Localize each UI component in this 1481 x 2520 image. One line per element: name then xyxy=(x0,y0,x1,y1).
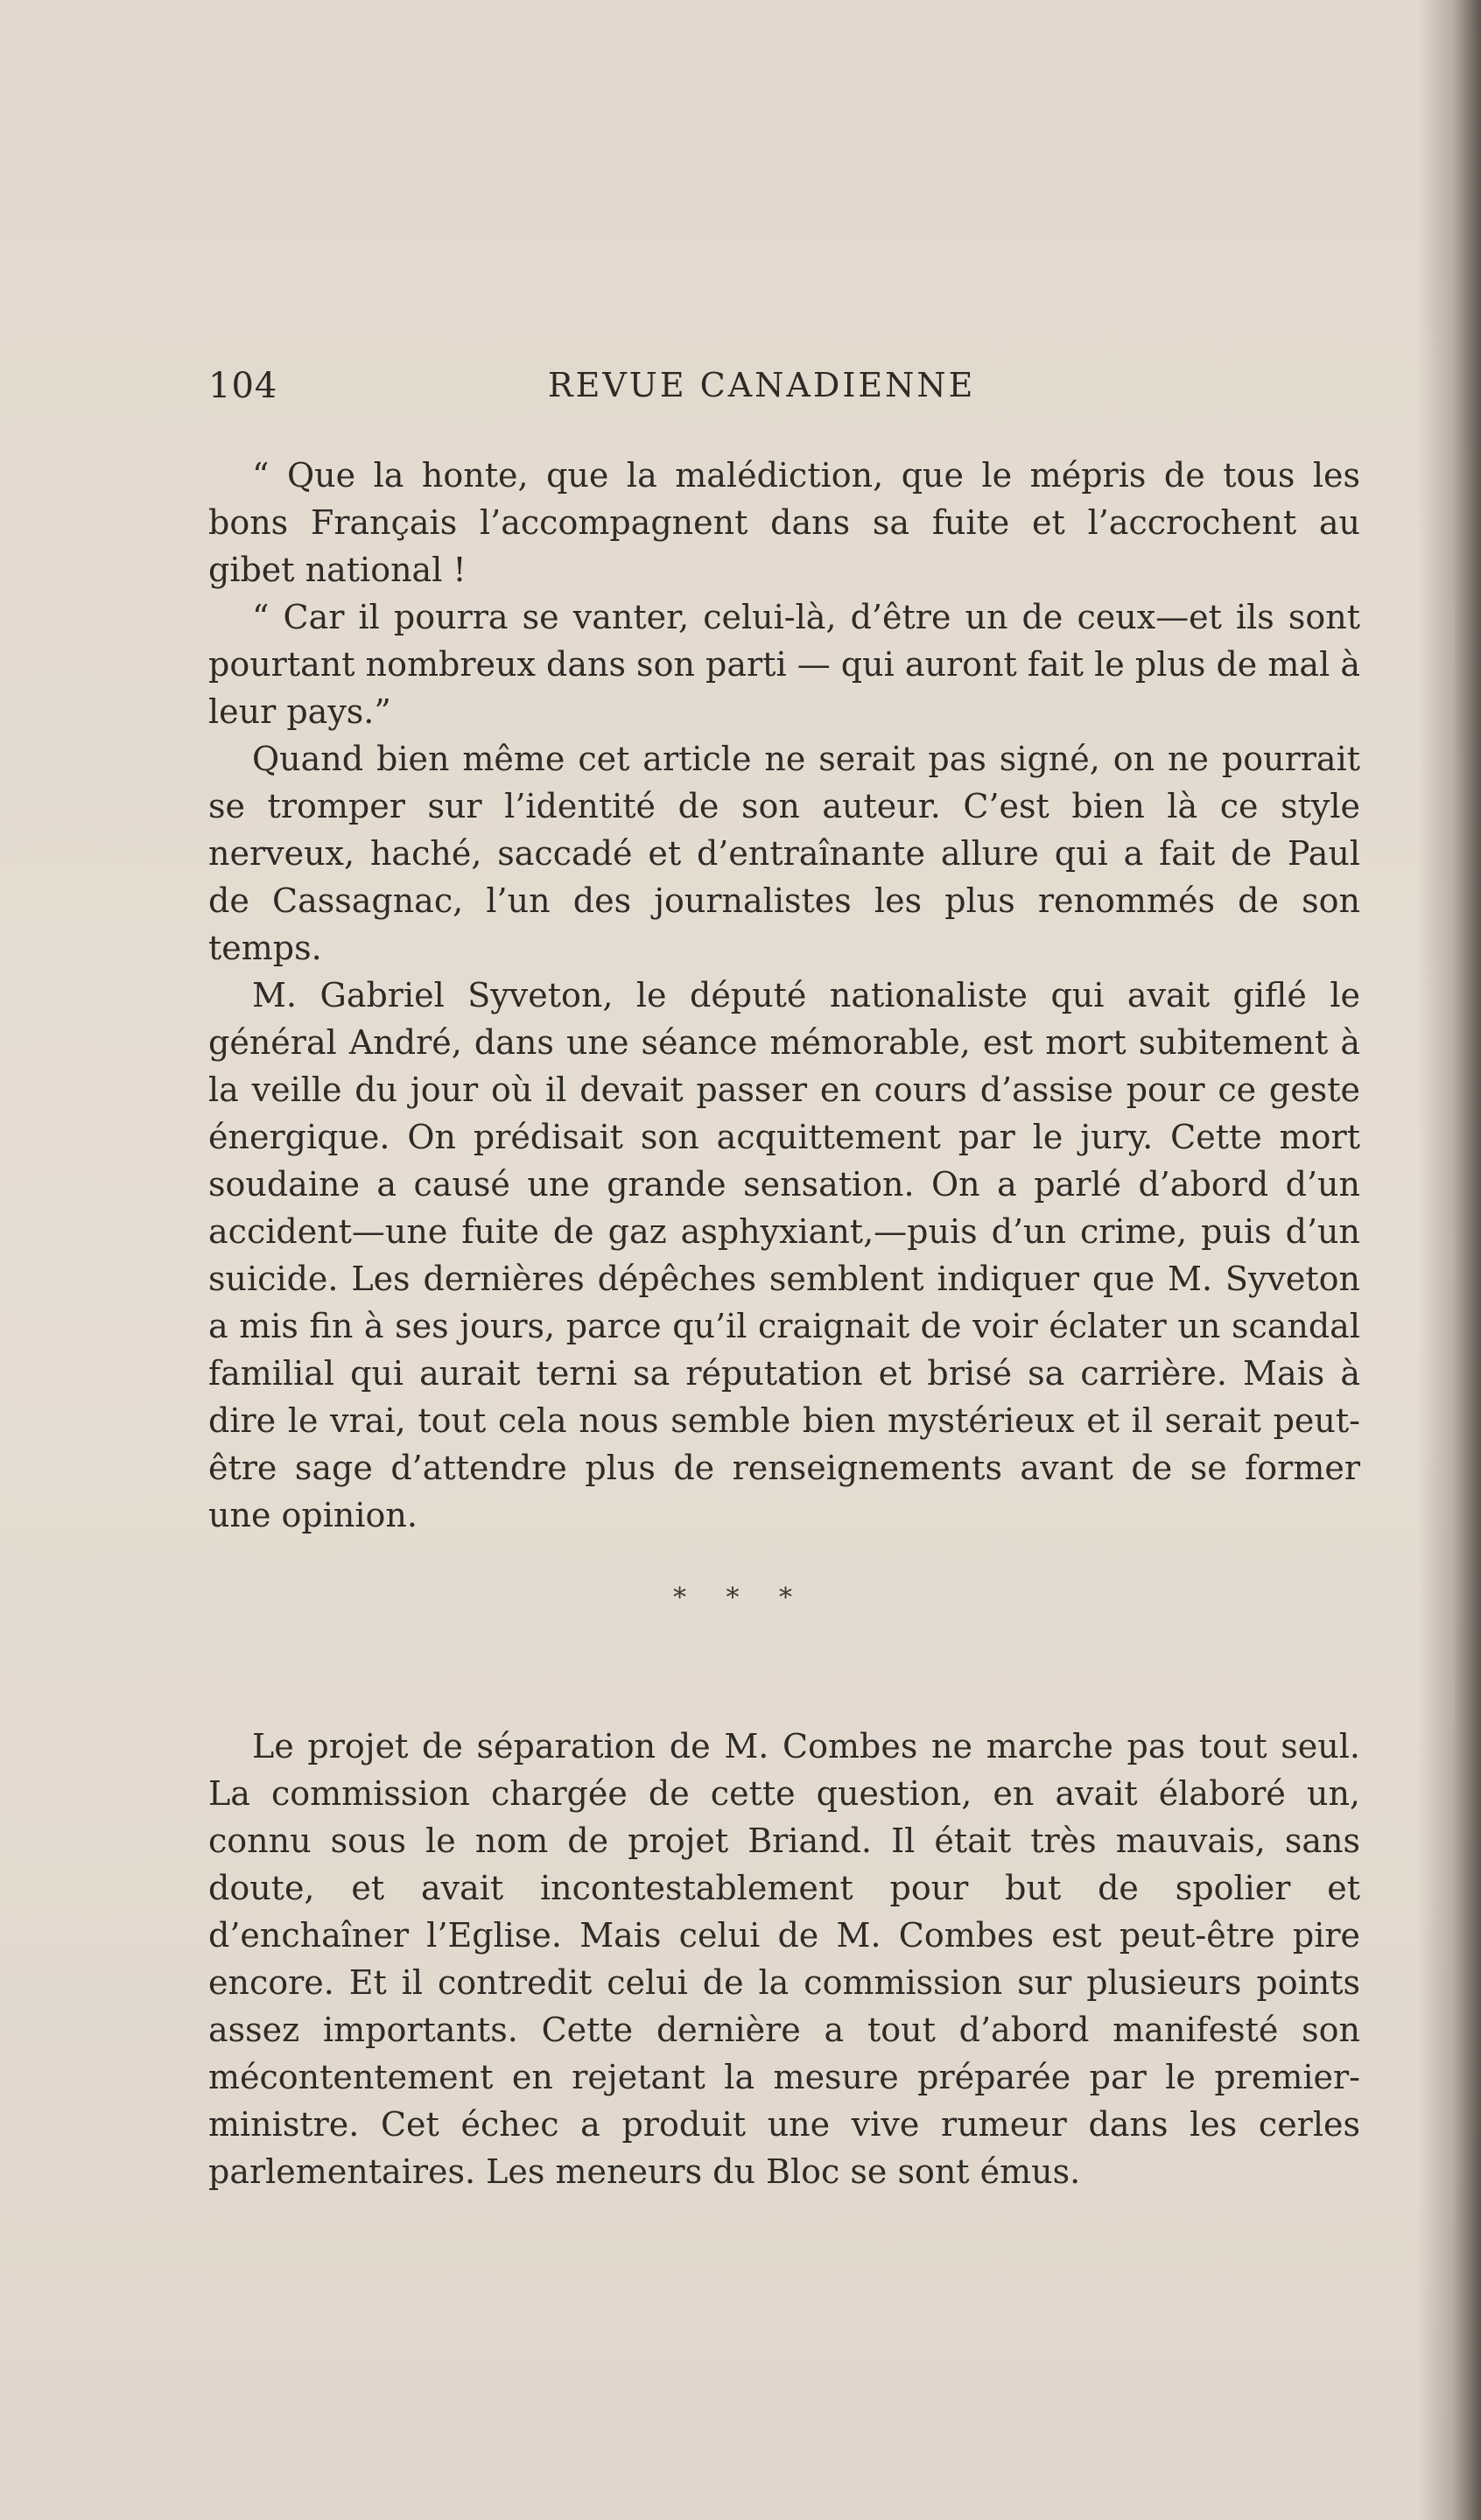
paragraph-quote-1: “ Que la honte, que la malédiction, que le mépris de tous les bons Français l’accompagnent dans sa fuite et l’accrochent au gibet national ! xyxy=(208,456,1360,589)
paragraph-quote-2: “ Car il pourra se vanter, celui-là, d’être un de ceux—et ils sont pourtant nombreux dans son parti — qui auront fait le plus de mal à leur pays.” xyxy=(208,598,1360,731)
section-separator: * * * xyxy=(672,1583,809,1613)
running-title: REVUE CANADIENNE xyxy=(548,366,976,404)
paragraph-syveton: M. Gabriel Syveton, le député nationaliste qui avait giflé le général André, dans une séance mémorable, est mort subitement à la veille du jour où il devait passer en cours d’assise pour ce geste énergique. On prédisait son acquittement par le jury. Cette mort soudaine a causé une grande sensation. On a parlé d’abord d’un accident—une fuite de gaz asphyxiant,—puis d’un crime, puis d’un suicide. Les dernières dépêches semblent indiquer que M. Syveton a mis fin à ses jours, parce qu’il craignait de voir éclater un scandal familial qui aurait terni sa réputation et brisé sa carrière. Mais à dire le vrai, tout cela nous semble bien mystérieux et il serait peut-être sage d’attendre plus de renseignements avant de se former une opinion. xyxy=(208,976,1360,1534)
paragraph-cassagnac: Quand bien même cet article ne serait pas signé, on ne pourrait se tromper sur l’identité de son auteur. C’est bien là ce style nerveux, haché, saccadé et d’entraînante allure qui a fait de Paul de Cassagnac, l’un des journalistes les plus renommés de son temps. xyxy=(208,740,1360,967)
body-text-bottom xyxy=(208,1723,1360,2195)
page-header xyxy=(208,366,1360,415)
page-number: 104 xyxy=(208,366,278,406)
paragraph-combes: Le projet de séparation de M. Combes ne marche pas tout seul. La commission chargée de cette question, en avait élaboré un, connu sous le nom de projet Briand. Il était très mauvais, sans doute, et avait incontestablement pour but de spolier et d’enchaîner l’Eglise. Mais celui de M. Combes est peut-être pire encore. Et il contredit celui de la commission sur plusieurs points assez importants. Cette dernière a tout d’abord manifesté son mécontentement en rejetant la mesure préparée par le premier-ministre. Cet échec a produit une vive rumeur dans les cerles parlementaires. Les meneurs du Bloc se sont émus. xyxy=(208,1727,1360,2191)
body-text-top xyxy=(208,452,1360,1539)
